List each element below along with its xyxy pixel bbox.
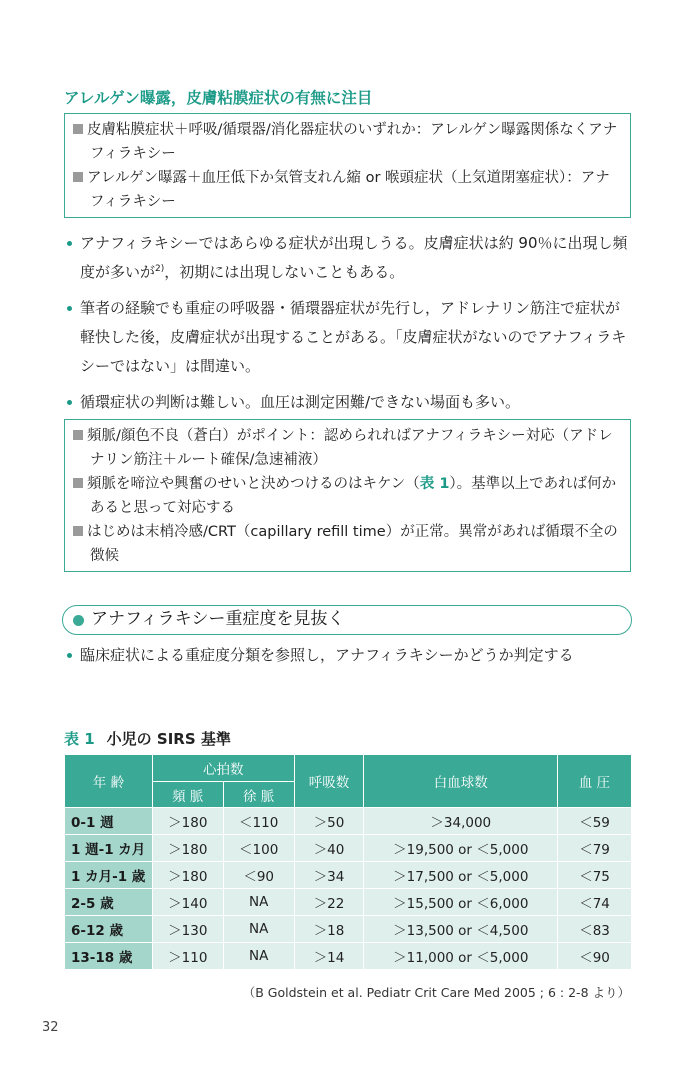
cell-rr: ＞18 <box>294 916 364 943</box>
bullet-dot-icon <box>67 400 72 405</box>
cell-age: 1 カ月-1 歳 <box>65 862 153 889</box>
table-reference-link[interactable]: 表 1 <box>419 476 450 492</box>
bullet-dot-icon <box>67 306 72 311</box>
cell-bp: ＜75 <box>558 862 632 889</box>
bullet-severity: 臨床症状による重症度分類を参照し，アナフィラキシーかどうか判定する <box>64 641 634 670</box>
cell-tachy: ＞180 <box>152 835 223 862</box>
table-row <box>65 889 632 916</box>
square-bullet-icon <box>73 430 83 440</box>
cell-age: 0-1 週 <box>65 808 153 835</box>
cell-tachy: ＞130 <box>152 916 223 943</box>
table-row <box>65 916 632 943</box>
cell-rr: ＞34 <box>294 862 364 889</box>
bullet-dot-icon <box>67 653 72 658</box>
cell-age: 6-12 歳 <box>65 916 153 943</box>
header-tachycardia: 頻 脈 <box>152 782 223 808</box>
table-row <box>65 808 632 835</box>
square-bullet-icon <box>73 526 83 536</box>
cell-rr: ＞14 <box>294 943 364 970</box>
cell-bp: ＜90 <box>558 943 632 970</box>
circulation-item-3: はじめは末梢冷感/CRT（capillary refill time）が正常。異常があれば循環不全の徴候 <box>73 520 622 568</box>
header-bradycardia: 徐 脈 <box>223 782 294 808</box>
bullet-experience: 筆者の経験でも重症の呼吸器・循環器症状が先行し，アドレナリン筋注で症状が軽快した後，皮膚症状が出現することがある。「皮膚症状がないのでアナフィラキシーではない」は間違い。 <box>64 294 634 381</box>
cell-wbc: ＞11,000 or ＜5,000 <box>364 943 558 970</box>
cell-bp: ＜59 <box>558 808 632 835</box>
cell-brady: ＜110 <box>223 808 294 835</box>
header-wbc: 白血球数 <box>364 755 558 808</box>
table-source: （B Goldstein et al. Pediatr Crit Care Med 2005 ; 6 : 2-8 より） <box>242 985 630 1000</box>
section-heading-allergen: アレルゲン曝露，皮膚粘膜症状の有無に注目 <box>64 89 373 107</box>
cell-wbc: ＞34,000 <box>364 808 558 835</box>
circulation-item-1: 頻脈/顔色不良（蒼白）がポイント：認められればアナフィラキシー対応（アドレナリン筋注＋ルート確保/急速補液） <box>73 424 622 472</box>
cell-brady: NA <box>223 889 294 916</box>
bullet-symptoms: アナフィラキシーではあらゆる症状が出現しうる。皮膚症状は約 90％に出現し頻度が多いが$^{2)}$，初期には出現しないこともある。 <box>64 229 634 287</box>
bullet-dot-icon <box>67 241 72 246</box>
section-title-severity: アナフィラキシー重症度を見抜く <box>62 605 632 635</box>
table-caption: 表 1 小児の SIRS 基準 <box>64 730 231 748</box>
cell-bp: ＜74 <box>558 889 632 916</box>
cell-wbc: ＞17,500 or ＜5,000 <box>364 862 558 889</box>
header-age: 年 齢 <box>65 755 153 808</box>
cell-rr: ＞22 <box>294 889 364 916</box>
cell-brady: NA <box>223 916 294 943</box>
cell-tachy: ＞140 <box>152 889 223 916</box>
header-heart-rate: 心拍数 <box>152 755 294 782</box>
cell-age: 2-5 歳 <box>65 889 153 916</box>
square-bullet-icon <box>73 478 83 488</box>
page-number: 32 <box>42 1020 59 1035</box>
table-row <box>65 943 632 970</box>
cell-bp: ＜83 <box>558 916 632 943</box>
circulation-box <box>64 419 631 572</box>
table-row <box>65 862 632 889</box>
cell-bp: ＜79 <box>558 835 632 862</box>
cell-wbc: ＞15,500 or ＜6,000 <box>364 889 558 916</box>
table-row <box>65 835 632 862</box>
header-respiratory-rate: 呼吸数 <box>294 755 364 808</box>
cell-brady: NA <box>223 943 294 970</box>
cell-brady: ＜90 <box>223 862 294 889</box>
cell-wbc: ＞13,500 or ＜4,500 <box>364 916 558 943</box>
section-dot-icon <box>73 615 84 626</box>
bullet-circulation: 循環症状の判断は難しい。血圧は測定困難/できない場面も多い。 <box>64 388 634 417</box>
criteria-item-1: 皮膚粘膜症状＋呼吸/循環器/消化器症状のいずれか：アレルゲン曝露関係なくアナフィラキシー <box>73 118 622 166</box>
circulation-item-2: 頻脈を啼泣や興奮のせいと決めつけるのはキケン（表 1）。基準以上であれば何かあると思って対応する <box>73 472 622 520</box>
cell-tachy: ＞180 <box>152 862 223 889</box>
cell-wbc: ＞19,500 or ＜5,000 <box>364 835 558 862</box>
cell-tachy: ＞110 <box>152 943 223 970</box>
header-blood-pressure: 血 圧 <box>558 755 632 808</box>
criteria-box <box>64 113 631 218</box>
square-bullet-icon <box>73 124 83 134</box>
criteria-item-2: アレルゲン曝露＋血圧低下か気管支れん縮 or 喉頭症状（上気道閉塞症状）：アナフィラキシー <box>73 166 622 214</box>
cell-brady: ＜100 <box>223 835 294 862</box>
cell-age: 13-18 歳 <box>65 943 153 970</box>
cell-rr: ＞40 <box>294 835 364 862</box>
cell-age: 1 週-1 カ月 <box>65 835 153 862</box>
square-bullet-icon <box>73 172 83 182</box>
sirs-table <box>64 754 632 970</box>
cell-rr: ＞50 <box>294 808 364 835</box>
cell-tachy: ＞180 <box>152 808 223 835</box>
